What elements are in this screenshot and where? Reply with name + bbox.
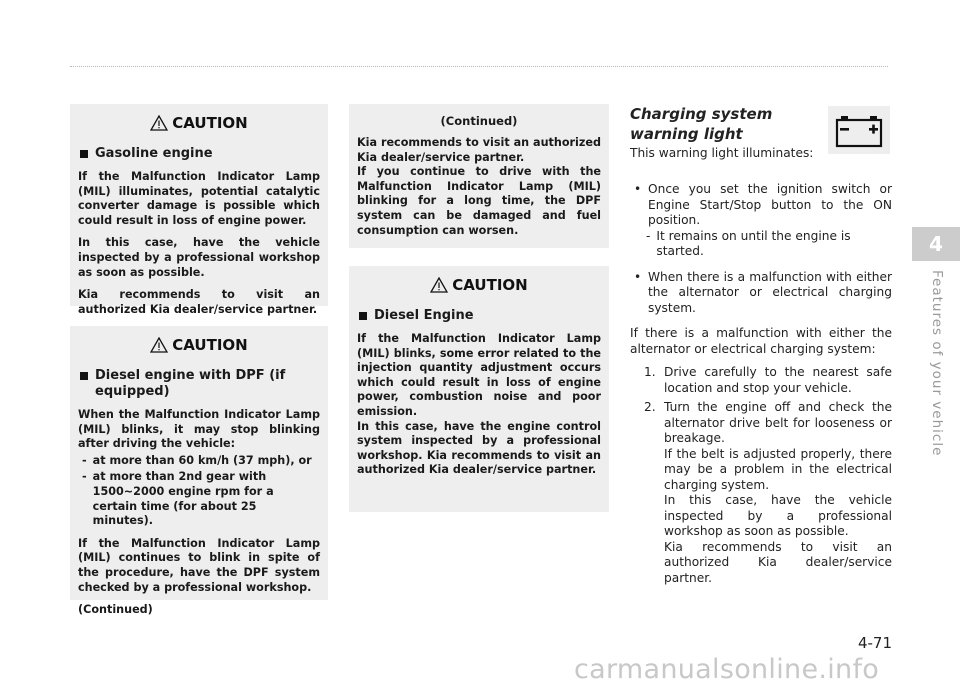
chapter-title xyxy=(920,270,954,460)
caution-box-continued xyxy=(349,104,609,248)
warning-triangle-icon xyxy=(430,277,448,293)
square-bullet-icon xyxy=(80,372,88,380)
paragraph: Kia recommends to visit an authorized Kia dealer/service partner. xyxy=(78,288,320,316)
caution-box-diesel xyxy=(349,266,609,512)
caution-heading xyxy=(357,276,601,294)
procedure xyxy=(630,326,892,590)
chapter-tab[interactable]: 4 xyxy=(912,227,960,261)
bullet-list xyxy=(630,182,892,316)
caution-heading xyxy=(78,336,320,354)
sub-item-text: It remains on until the engine is started. xyxy=(656,228,851,258)
caution-label: CAUTION xyxy=(172,336,248,354)
step-number: 1. xyxy=(644,365,656,379)
paragraph: If you continue to drive with the Malfunction Indicator Lamp (MIL) blinking for a long time, the DPF system can be damaged and fuel consumption can worsen. xyxy=(357,165,601,237)
chapter-title-text: Features of your vehicle xyxy=(929,270,945,457)
square-bullet-icon xyxy=(80,150,88,158)
list-item-text: Once you set the ignition switch or Engine Start/Stop button to the ON position. xyxy=(648,182,892,227)
step-2 xyxy=(644,400,892,586)
dash-item: - at more than 2nd gear with 1500~2000 engine rpm for a certain time (for about 25 minutes). xyxy=(82,470,320,528)
top-divider xyxy=(70,66,888,67)
continued-label: (Continued) xyxy=(440,114,518,128)
subheading xyxy=(80,146,320,162)
lead-text: If there is a malfunction with either the alternator or electrical charging system: xyxy=(630,326,892,356)
step-text: Drive carefully to the nearest safe location and stop your vehicle. xyxy=(664,365,892,395)
page-number: 4-71 xyxy=(857,634,892,652)
dash-text: at more than 2nd gear with 1500~2000 engine rpm for a certain time (for about 25 minutes). xyxy=(92,470,274,528)
list-item: • When there is a malfunction with either the alternator or electrical charging system. xyxy=(634,269,892,315)
subheading xyxy=(359,308,601,324)
section-title: Charging system warning light xyxy=(630,105,773,143)
list-item-text: When there is a malfunction with either the alternator or electrical charging system. xyxy=(648,269,892,315)
subheading-text: Diesel Engine xyxy=(374,308,474,323)
paragraph: Kia recommends to visit an authorized Kia dealer/service partner. xyxy=(357,136,601,164)
caution-label: CAUTION xyxy=(172,114,248,132)
step-1 xyxy=(644,365,892,396)
caution-label: CAUTION xyxy=(452,276,528,294)
step-text: Turn the engine off and check the alternator drive belt for looseness or breakage. xyxy=(664,400,892,445)
step-number: 2. xyxy=(644,400,656,414)
paragraph: When the Malfunction Indicator Lamp (MIL) blinks, it may stop blinking after driving the vehicle: xyxy=(78,408,320,451)
dash-item: - at more than 60 km/h (37 mph), or xyxy=(82,453,312,467)
subheading xyxy=(80,368,320,400)
paragraph: If the Malfunction Indicator Lamp (MIL) blinks, some error related to the injection quantity adjustment occurs which could result in loss of engine power, combustion noise and poor emission. xyxy=(357,332,601,418)
paragraph: If the Malfunction Indicator Lamp (MIL) continues to blink in spite of the procedure, have the DPF system checked by a professional workshop. xyxy=(78,536,320,594)
step-text: In this case, have the vehicle inspected by a professional workshop as soon as possible. xyxy=(664,493,892,538)
sub-item: - It remains on until the engine is started. xyxy=(646,229,892,260)
step-text: Kia recommends to visit an authorized Kia dealer/service partner. xyxy=(664,539,892,585)
continued-label: (Continued) xyxy=(78,603,153,617)
warning-triangle-icon xyxy=(150,115,168,131)
paragraph: If the Malfunction Indicator Lamp (MIL) illuminates, potential catalytic converter damage is possible which could result in loss of engine power. xyxy=(78,170,320,227)
square-bullet-icon xyxy=(359,312,367,320)
watermark: carmanualsonline.info xyxy=(574,654,880,685)
paragraph: In this case, have the engine control system inspected by a professional workshop. Kia recommends to visit an authorized Kia dealer/service partner. xyxy=(357,419,601,477)
warning-triangle-icon xyxy=(150,337,168,353)
subheading-text: Gasoline engine xyxy=(95,146,213,161)
paragraph: In this case, have the vehicle inspected by a professional workshop as soon as possible. xyxy=(78,236,320,279)
caution-heading xyxy=(78,114,320,132)
step-text: If the belt is adjusted properly, there may be a problem in the electrical charging system. xyxy=(664,446,892,492)
battery-warning-icon xyxy=(828,106,890,154)
caution-box-gasoline xyxy=(70,104,328,316)
intro-text: This warning light illuminates: xyxy=(630,146,814,160)
list-item: • Once you set the ignition switch or Engine Start/Stop button to the ON position. xyxy=(634,182,892,227)
dash-text: at more than 60 km/h (37 mph), or xyxy=(92,453,312,467)
subheading-text: Diesel engine with DPF (if equipped) xyxy=(95,368,286,399)
caution-box-dpf xyxy=(70,326,328,617)
